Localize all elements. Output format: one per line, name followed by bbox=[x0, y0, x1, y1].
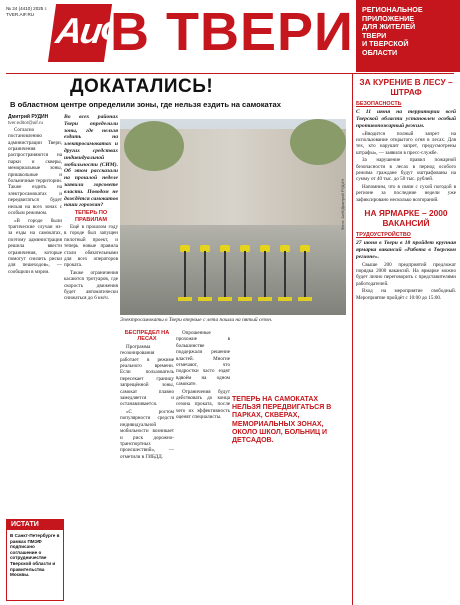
section-heading-lawlessness: БЕСПРЕДЕЛ НА ЛЕСАХ bbox=[124, 330, 170, 343]
scooter bbox=[260, 241, 270, 301]
tree bbox=[290, 119, 346, 165]
col3-para: «С ростом популярности средств индивидуальной мобильности возникает и риск дорожно-транспортных происшествий», — отметили в ГИБДД. bbox=[120, 408, 174, 460]
kstati-banner bbox=[7, 520, 63, 530]
pull-quote-text: ТЕПЕРЬ НА САМОКАТАХ НЕЛЬЗЯ ПЕРЕДВИГАТЬСЯ В ПАРКАХ, СКВЕРАХ, МЕМОРИАЛЬНЫХ ЗОНАХ, ОКОЛО ШКОЛ, БОЛЬНИЦ И ДЕТСАДОВ. bbox=[232, 396, 332, 445]
site-url[interactable]: TVER.AIF.RU bbox=[6, 12, 35, 17]
scooter bbox=[300, 241, 310, 301]
sidebar-story1-para: «Вводится полный запрет на использование открытого огня в лесах. Для тех, кто нарушит запрет, предусмотрены штрафы», — заявили в пресс-службе. bbox=[356, 130, 456, 156]
sidebar-story2-body bbox=[356, 240, 456, 301]
sidebar-story2-para: Свыше 200 предприятий предложат порядка 2000 вакансий. На ярмарке можно будет лично переговорить с представителями работодателей. bbox=[356, 261, 456, 287]
kstati-title: ИСТАТИ bbox=[11, 521, 39, 528]
sidebar-story1-para: Напомним, что в связи с сухой погодой в регионе за последние недели уже зафиксировано несколько возгораний. bbox=[356, 183, 456, 203]
scooter bbox=[280, 241, 290, 301]
col2-para: Также ограничения касаются тротуаров, где скорость движения будет автоматически снижаться до 6 км/ч. bbox=[64, 269, 118, 302]
supplement-line: ТВЕРИ bbox=[362, 30, 387, 40]
supplement-box bbox=[356, 0, 460, 72]
sidebar-story1-para: За нарушение правил пожарной безопасности в лесах в период особого режима граждане будут оштрафованы на сумму от 40 тыс. до 50 тыс. рублей. bbox=[356, 157, 456, 183]
col4-para: Ограничения будут действовать до конца сезона проката, после чего их эффективность оценят специалисты. bbox=[176, 388, 230, 421]
column-3 bbox=[120, 330, 174, 600]
photo-credit: Фото: АиФ/Дмитрий РУДИН bbox=[340, 178, 345, 230]
column-1 bbox=[8, 114, 62, 514]
supplement-text bbox=[362, 6, 456, 58]
scooter bbox=[200, 241, 210, 301]
scooter bbox=[240, 241, 250, 301]
col4-para: Опрошенные прохожие в большинстве поддержали решение властей. Многие отмечают, что подростки часто ездят вдвоём на одном самокате. bbox=[176, 330, 230, 388]
supplement-line: ПРИЛОЖЕНИЕ bbox=[362, 13, 415, 23]
kstati-box bbox=[6, 519, 64, 601]
col3-para: Программа геозонирования работает в режиме реального времени. Если пользователь пересекает границу запрещённой зоны, самокат плавно замедляется и останавливается. bbox=[120, 343, 174, 408]
article-headline: ДОКАТАЛИСЬ! bbox=[70, 76, 214, 97]
pull-quote bbox=[232, 396, 346, 445]
street bbox=[120, 225, 346, 315]
column-4 bbox=[176, 330, 230, 600]
scooter bbox=[220, 241, 230, 301]
kstati-text: В Санкт-Петербурге в рамках ПМЭФ подписано соглашение о сотрудничестве Тверской области и правительства Москвы. bbox=[10, 533, 60, 578]
col1-para: «В городе были трагические случаи из-за езды на самокатах, поэтому администрация решила ввести ограничения, которые помогут снизить риски для пешеходов», — сообщили в мэрии. bbox=[8, 217, 62, 275]
tree bbox=[124, 121, 184, 171]
sidebar-story1-tag: БЕЗОПАСНОСТЬ bbox=[356, 101, 402, 108]
sidebar-story2-para: Вход на мероприятие свободный. Мероприятие пройдёт с 10:00 до 15:00. bbox=[356, 288, 456, 301]
col1-para: Согласно постановлению администрации Твери, ограничения распространяются на парки и скверы, мемориальные зоны, пришкольные и больничные территории. Также ездить на электросамокатах и передвигаться будет нельзя на всех зонах с особым режимом. bbox=[8, 126, 62, 217]
author-email[interactable]: tver.editor@aif.ru bbox=[8, 120, 44, 126]
article-subhead: В областном центре определили зоны, где нельзя ездить на самокатах bbox=[10, 100, 281, 109]
masthead-meta bbox=[6, 6, 54, 18]
city-title: В ТВЕРИ bbox=[110, 2, 354, 62]
logo-text: АиФ bbox=[53, 10, 130, 51]
sidebar-story1-body bbox=[356, 109, 456, 203]
scooters-photo bbox=[120, 119, 346, 315]
sidebar-story1-lead: С 11 июня на территории всей Тверской области установлен особый противопожарный режим. bbox=[356, 109, 456, 129]
article-lead: Во всех районах Твери определили зоны, где нельзя ездить на электросамокатах и других средствах индивидуальной мобильности (СИМ). Об этом рассказали на прошлой неделе заявили горсовете власти. Поводом не дождётся самокатов наши горожан? bbox=[64, 114, 118, 209]
supplement-line: ОБЛАСТИ bbox=[362, 47, 398, 57]
sidebar bbox=[356, 74, 456, 605]
photo-caption: Электросамокаты в Твери впервые с лета пошли на пятый сезон. bbox=[120, 317, 273, 323]
issue-number: № 24 (4410) 2025 г. bbox=[6, 6, 48, 11]
section-heading-rules: ТЕПЕРЬ ПО ПРАВИЛАМ bbox=[74, 210, 108, 223]
supplement-line: И ТВЕРСКОЙ bbox=[362, 39, 409, 49]
sidebar-story2-headline: НА ЯРМАРКЕ – 2000 ВАКАНСИЙ bbox=[364, 208, 448, 228]
sidebar-story2-tag: ТРУДОУСТРОЙСТВО bbox=[356, 232, 411, 239]
supplement-line: РЕГИОНАЛЬНОЕ bbox=[362, 5, 423, 14]
supplement-line: ДЛЯ ЖИТЕЛЕЙ bbox=[362, 22, 416, 32]
column-2 bbox=[64, 114, 118, 514]
scooter bbox=[180, 241, 190, 301]
sidebar-story1-headline: ЗА КУРЕНИЕ В ЛЕСУ – ШТРАФ bbox=[359, 77, 453, 97]
sidebar-story2-lead: 27 июня в Твери в 18 пройдет крупная ярмарка вакансий «Работа в Тверском регионе». bbox=[356, 240, 456, 260]
masthead bbox=[0, 0, 460, 72]
author-name: Дмитрий РУДИН bbox=[8, 114, 49, 120]
sidebar-divider bbox=[352, 74, 353, 605]
col2-para: Ещё в прошлом году в городе был запущен пилотный проект, и теперь новые правила стали обязательными для всех операторов проката. bbox=[64, 223, 118, 269]
aif-logo bbox=[48, 4, 130, 62]
